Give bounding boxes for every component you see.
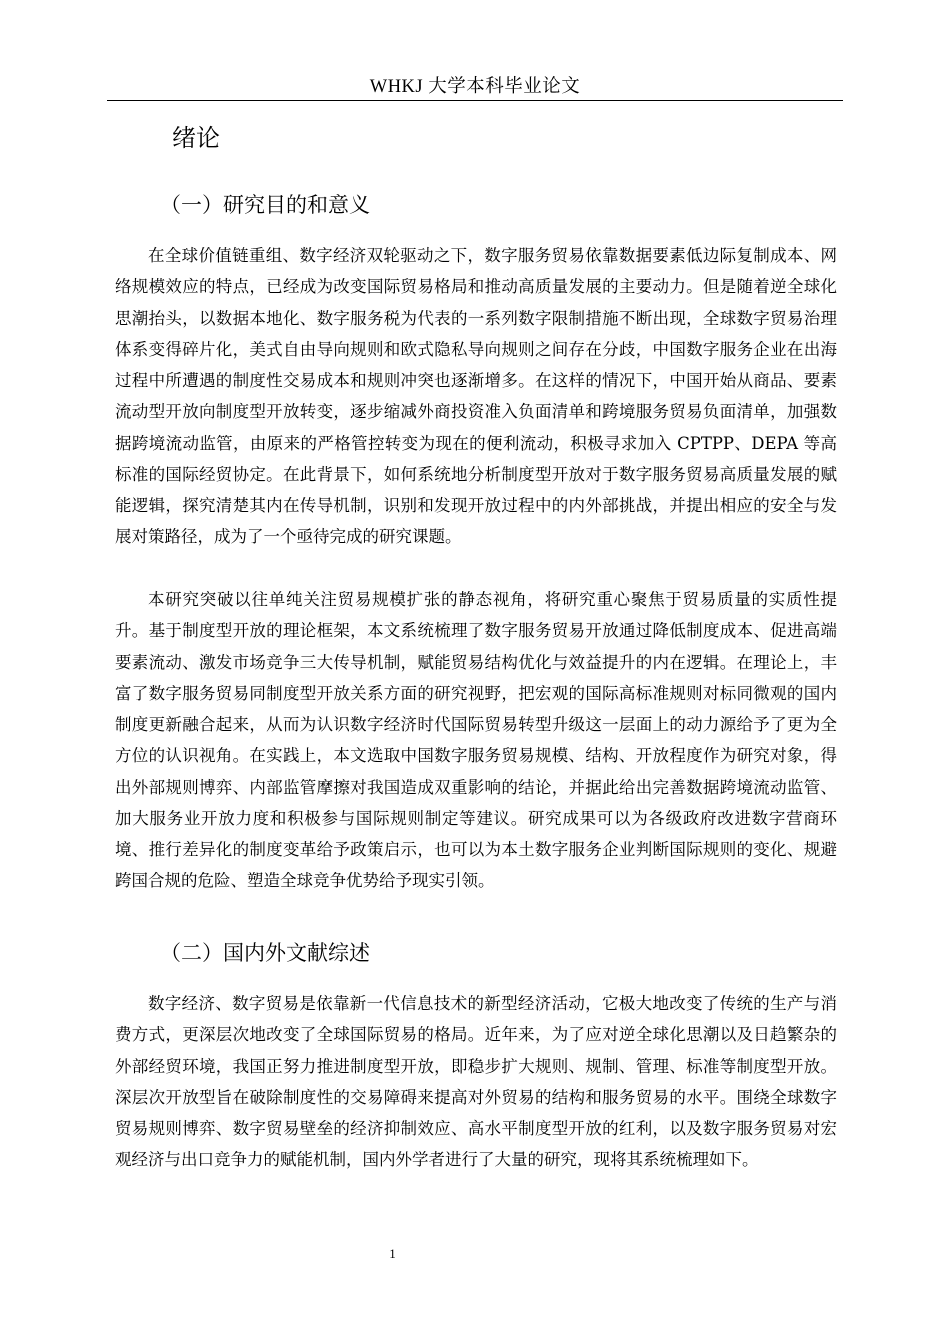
chapter-title: 绪论 — [172, 124, 220, 152]
body-paragraph: 本研究突破以往单纯关注贸易规模扩张的静态视角，将研究重心聚焦于贸易质量的实质性提升。基于制度型开放的理论框架，本文系统梳理了数字服务贸易开放通过降低制度成本、促进高端要素流动、激发市场竞争三大传导机制，赋能贸易结构优化与效益提升的内在逻辑。在理论上，丰富了数字服务贸易同制度型开放关系方面的研究视野，把宏观的国际高标准规则对标同微观的国内制度更新融合起来，从而为认识数字经济时代国际贸易转型升级这一层面上的动力源给予了更为全方位的认识视角。在实践上，本文选取中国数字服务贸易规模、结构、开放程度作为研究对象，得出外部规则博弈、内部监管摩擦对我国造成双重影响的结论，并据此给出完善数据跨境流动监管、加大服务业开放力度和积极参与国际规则制定等建议。研究成果可以为各级政府改进数字营商环境、推行差异化的制度变革给予政策启示，也可以为本土数字服务企业判断国际规则的变化、规避跨国合规的危险、塑造全球竞争优势给予现实引领。 — [115, 590, 837, 891]
page-number: 1 — [389, 1246, 396, 1261]
body-paragraph: 在全球价值链重组、数字经济双轮驱动之下，数字服务贸易依靠数据要素低边际复制成本、网络规模效应的特点，已经成为改变国际贸易格局和推动高质量发展的主要动力。但是随着逆全球化思潮抬头，以数据本地化、数字服务税为代表的一系列数字限制措施不断出现，全球数字贸易治理体系变得碎片化，美式自由导向规则和欧式隐私导向规则之间存在分歧，中国数字服务企业在出海过程中所遭遇的制度性交易成本和规则冲突也逐渐增多。在这样的情况下，中国开始从商品、要素流动型开放向制度型开放转变，逐步缩减外商投资准入负面清单和跨境服务贸易负面清单，加强数据跨境流动监管，由原来的严格管控转变为现在的便利流动，积极寻求加入 CPTPP、DEPA 等高标准的国际经贸协定。在此背景下，如何系统地分析制度型开放对于数字服务贸易高质量发展的赋能逻辑，探究清楚其内在传导机制，识别和发现开放过程中的内外部挑战，并提出相应的安全与发展对策路径，成为了一个亟待完成的研究课题。 — [115, 246, 837, 547]
section-heading-1: （一）研究目的和意义 — [160, 193, 370, 217]
section-heading-2: （二）国内外文献综述 — [160, 941, 370, 965]
page-header: WHKJ 大学本科毕业论文 — [369, 77, 581, 97]
body-paragraph: 数字经济、数字贸易是依靠新一代信息技术的新型经济活动，它极大地改变了传统的生产与消费方式，更深层次地改变了全球国际贸易的格局。近年来，为了应对逆全球化思潮以及日趋繁杂的外部经贸环境，我国正努力推进制度型开放，即稳步扩大规则、规制、管理、标准等制度型开放。深层次开放型旨在破除制度性的交易障碍来提高对外贸易的结构和服务贸易的水平。围绕全球数字贸易规则博弈、数字贸易壁垒的经济抑制效应、高水平制度型开放的红利，以及数字服务贸易对宏观经济与出口竞争力的赋能机制，国内外学者进行了大量的研究，现将其系统梳理如下。 — [115, 994, 837, 1170]
header-divider — [107, 100, 843, 101]
